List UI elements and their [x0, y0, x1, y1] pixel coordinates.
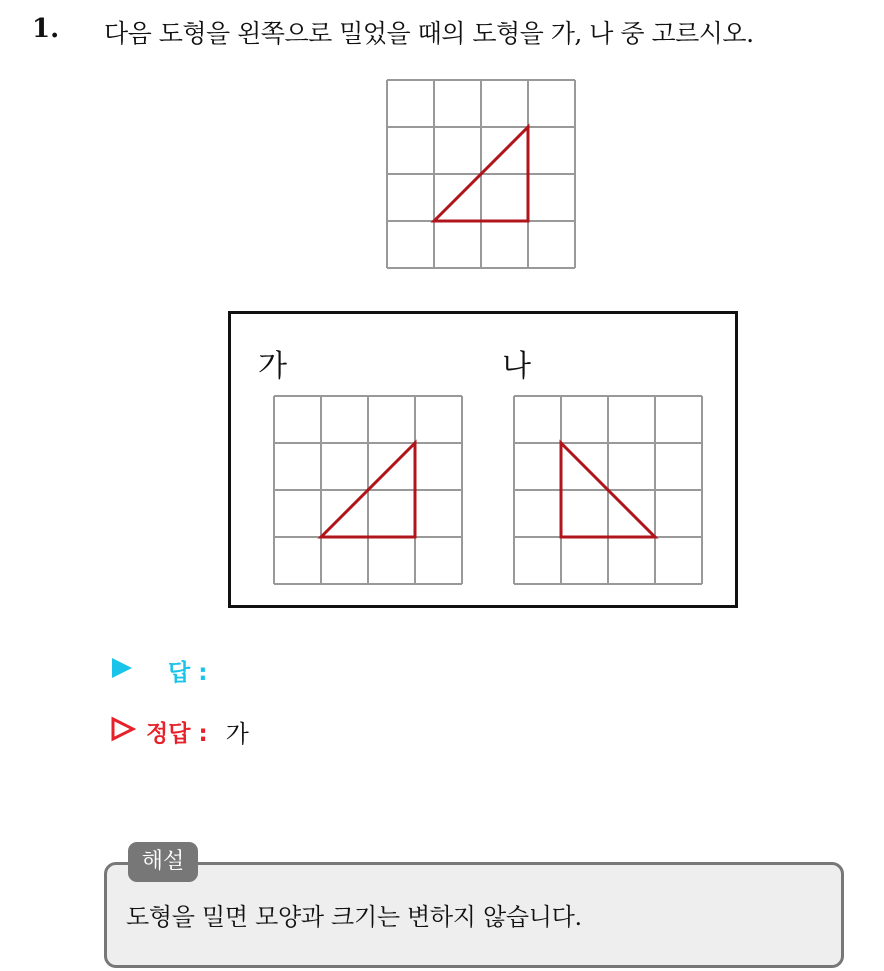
answer-blank-row [110, 654, 207, 687]
option-na-grid [514, 396, 702, 584]
question-text: 다음 도형을 왼쪽으로 밀었을 때의 도형을 가, 나 중 고르시오. [104, 19, 754, 48]
explanation-tab: 해설 [128, 842, 198, 882]
explanation-text: 도형을 밀면 모양과 크기는 변하지 않습니다. [126, 903, 582, 931]
outline-play-icon [110, 716, 136, 748]
option-ga-label: 가 [258, 349, 287, 384]
option-ga-grid [274, 396, 462, 584]
original-shape-grid [387, 80, 575, 268]
answer-blank-label: 답 : [168, 660, 208, 686]
filled-play-icon [110, 656, 134, 686]
answer-correct-label: 정답 : [146, 721, 208, 747]
answer-correct-row [110, 714, 249, 749]
question-number: 1. [32, 14, 60, 44]
option-na-label: 나 [502, 349, 531, 384]
answer-correct-value: 가 [225, 720, 249, 748]
